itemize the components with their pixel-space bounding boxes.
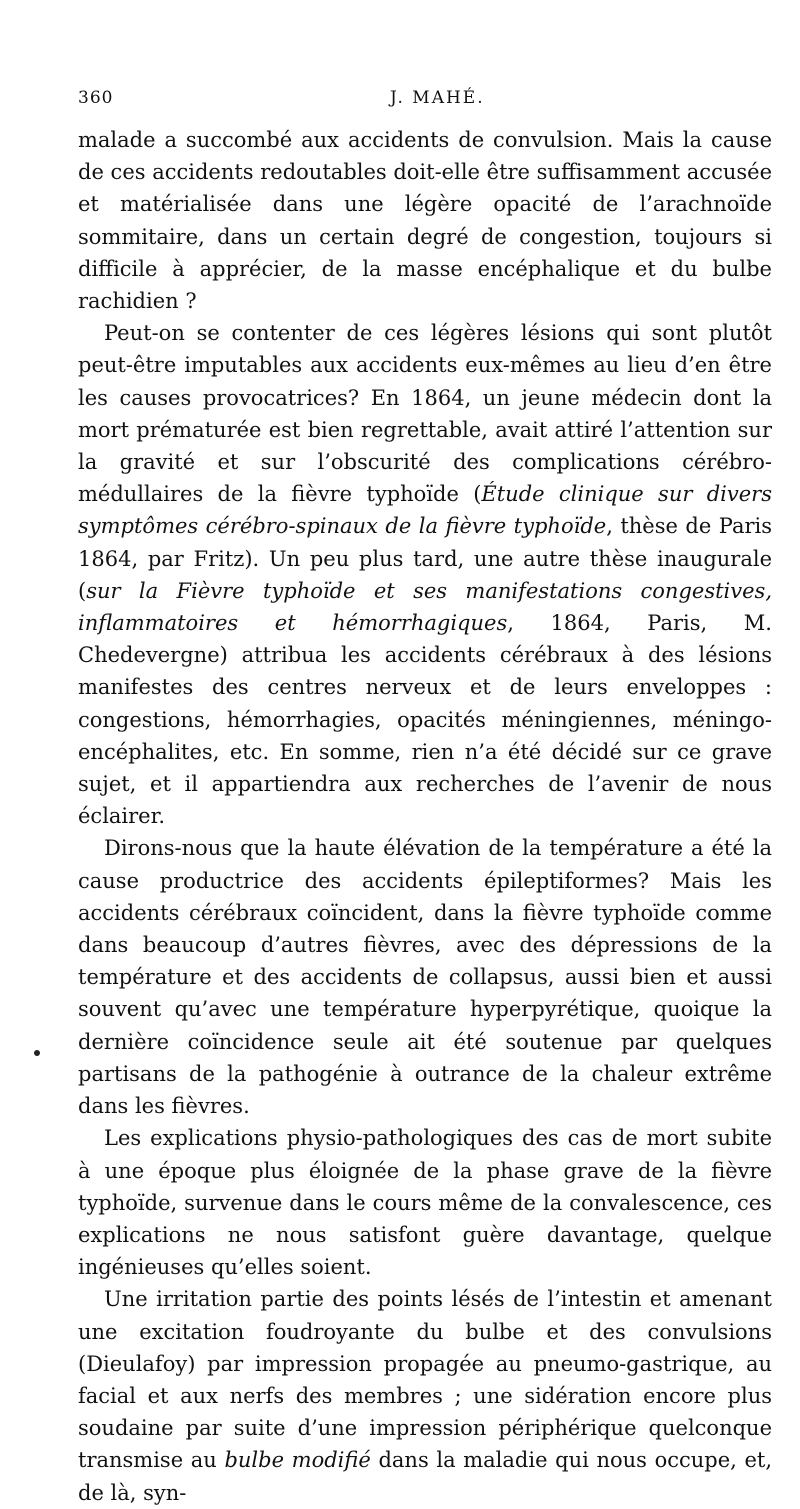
thesis-title-chedevergne: sur la Fièvre typhoïde et ses manifestations congestives, inflammatoires et hémorrhagiques [78, 578, 772, 636]
body-text [78, 124, 772, 1509]
thesis-title-fritz: Étude clinique sur divers symptômes cérébro-spinaux de la fièvre typhoïde [78, 482, 772, 539]
paragraph-4 [78, 1122, 772, 1283]
paragraph-5-text-a: Une irritation partie des points lésés de l’intestin et amenant une excitation foudroyante du bulbe et des convulsions (Dieulafoy) par impression propagée au pneumo-gastrique, au facial et aux nerfs des membres ; une sidération encore plus soudaine par suite d’une impression périphérique quelconque transmise au [78, 1287, 772, 1473]
page-number: 360 [78, 88, 114, 108]
paragraph-3-text: Dirons-nous que la haute élévation de la température a été la cause productrice des accidents épileptiformes? Mais les accidents cérébraux coïncident, dans la fièvre typhoïde comme dans beaucoup d’autres fièvres, avec des dépressions de la température et des accidents de collapsus, aussi bien et aussi souvent qu’avec une température hyperpyrétique, quoique la dernière coïncidence seule ait été soutenue par quelques partisans de la pathogénie à outrance de la chaleur extrême dans les fièvres. [78, 836, 772, 1119]
emphasis-bulbe-modifie: bulbe modifié [224, 1448, 371, 1473]
paragraph-2-text-a: Peut-on se contenter de ces légères lésions qui sont plutôt peut-être imputables aux accidents eux-mêmes au lieu d’en être les causes provocatrices? En 1864, un jeune médecin dont la mort prématurée est bien regrettable, avait attiré l’attention sur la gravité et sur l’obscurité des complications cérébro-médullaires de la fièvre typhoïde ( [78, 321, 772, 507]
paragraph-3 [78, 832, 772, 1122]
paragraph-2-text-c: , 1864, Paris, M. Chedevergne) attribua les accidents cérébraux à des lésions manifestes des centres nerveux et de leurs enveloppes : congestions, hémorrhagies, opacités méningiennes, méningo-encéphalites, etc. En somme, rien n’a été décidé sur ce grave sujet, et il appartiendra aux recherches de l’avenir de nous éclairer. [78, 611, 772, 829]
paragraph-5 [78, 1283, 772, 1508]
paragraph-1 [78, 124, 772, 317]
paragraph-4-text: Les explications physio-pathologiques des cas de mort subite à une époque plus éloignée de la phase grave de la fièvre typhoïde, survenue dans le cours même de la convalescence, ces explications ne nous satisfont guère davantage, quelque ingénieuses qu’elles soient. [78, 1126, 772, 1280]
paragraph-2 [78, 317, 772, 832]
margin-ink-dot [34, 1050, 40, 1056]
paragraph-1-text: malade a succombé aux accidents de convulsion. Mais la cause de ces accidents redoutables doit-elle être suffisamment accusée et matérialisée dans une légère opacité de l’arachnoïde sommitaire, dans un certain degré de congestion, toujours si difficile à apprécier, de la masse encéphalique et du bulbe rachidien ? [78, 128, 772, 314]
paragraph-2-text-b: , thèse de Paris 1864, par Fritz). Un peu plus tard, une autre thèse inaugurale ( [78, 514, 773, 603]
running-title: J. MAHÉ. [390, 88, 485, 108]
running-head [78, 88, 772, 118]
paragraph-5-text-b: dans la maladie qui nous occupe, et, de là, syn- [78, 1448, 773, 1505]
